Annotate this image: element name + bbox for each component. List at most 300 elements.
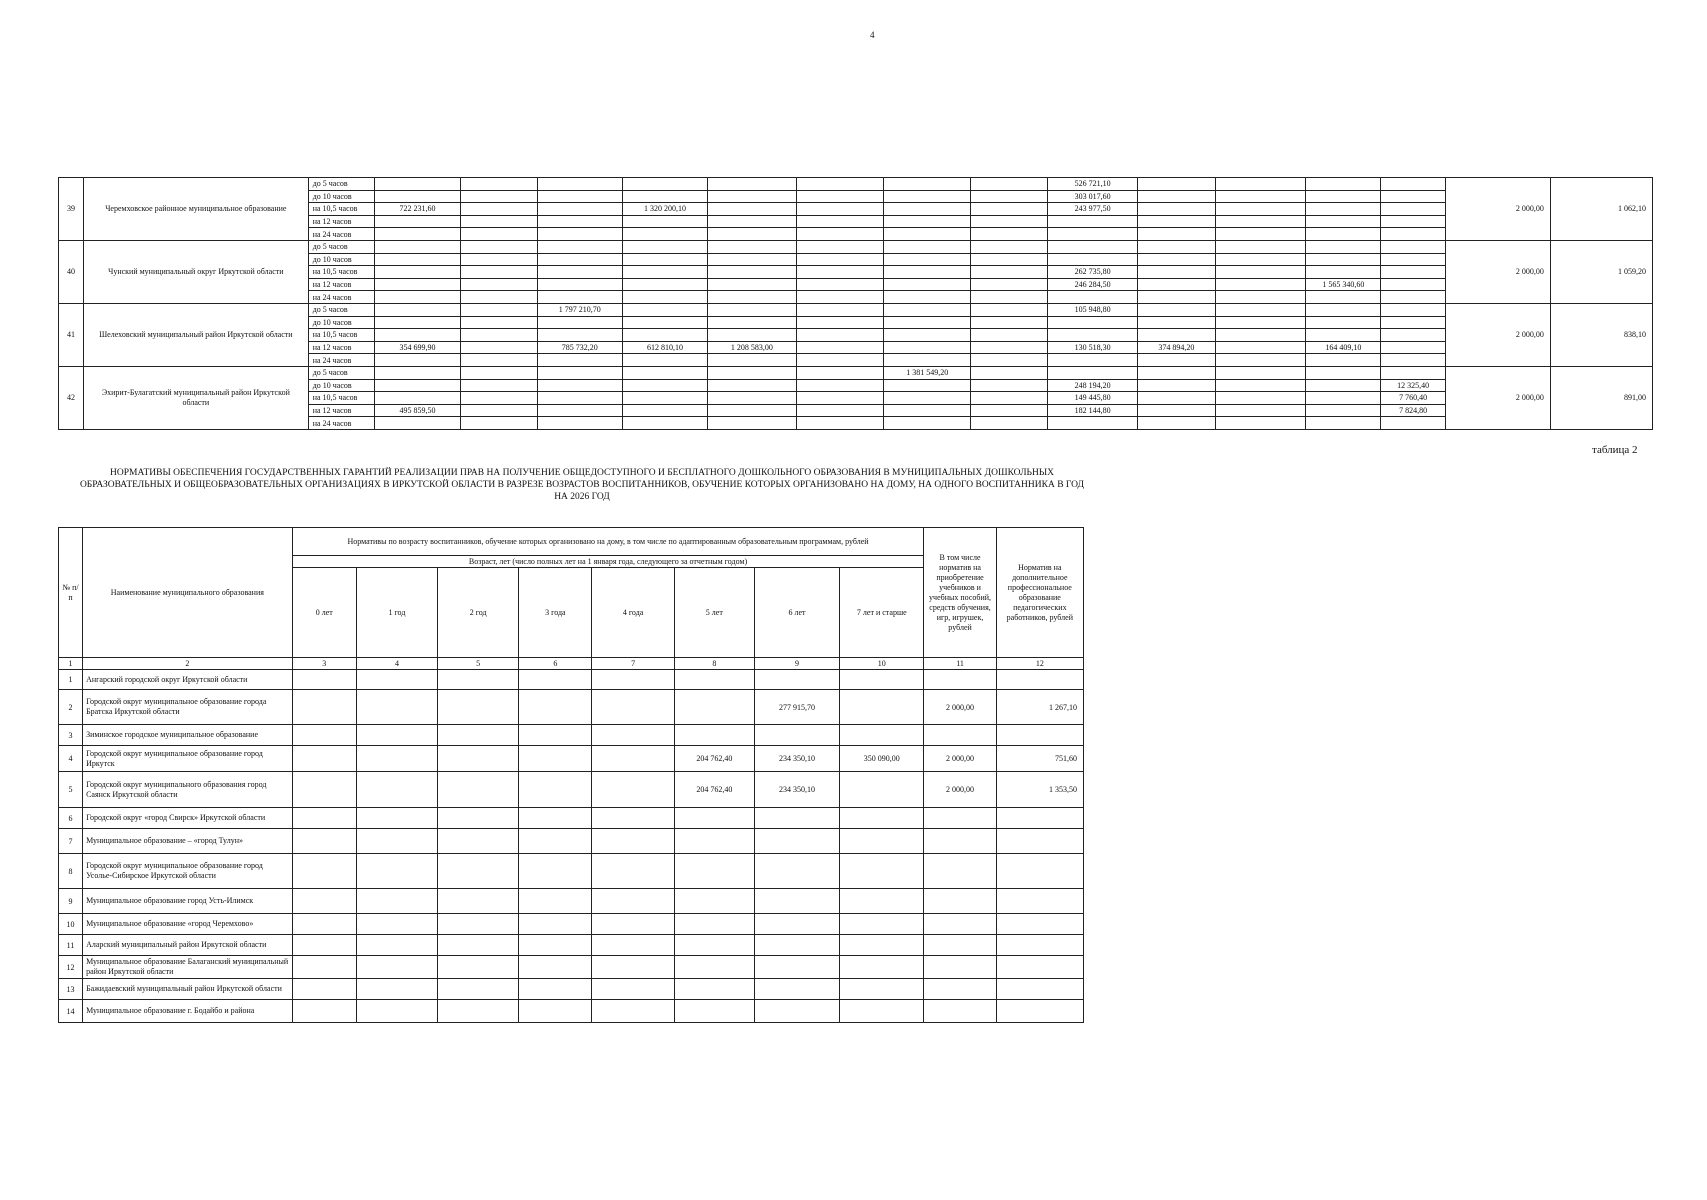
value-cell bbox=[438, 935, 519, 956]
column-number: 11 bbox=[924, 658, 996, 670]
value-cell bbox=[592, 854, 674, 889]
value-cell bbox=[884, 228, 971, 241]
municipality-name: Эхирит-Булагатский муниципальный район Иркутской области bbox=[83, 366, 308, 429]
value-cell bbox=[375, 392, 460, 405]
stay-mode: на 24 часов bbox=[308, 354, 375, 367]
value-cell bbox=[356, 829, 437, 854]
value-cell bbox=[1137, 203, 1215, 216]
column-number: 3 bbox=[292, 658, 356, 670]
value-cell bbox=[592, 725, 674, 746]
table-row bbox=[59, 829, 1084, 854]
value-cell bbox=[537, 417, 622, 430]
incl-cell bbox=[924, 956, 996, 979]
extra-cell: 838,10 bbox=[1550, 303, 1652, 366]
value-cell bbox=[592, 772, 674, 808]
extra-cell bbox=[996, 854, 1083, 889]
value-cell bbox=[519, 725, 592, 746]
value-cell bbox=[519, 690, 592, 725]
value-cell bbox=[708, 266, 796, 279]
value-cell bbox=[708, 178, 796, 191]
extra-cell: 891,00 bbox=[1550, 366, 1652, 429]
row-number: 13 bbox=[59, 979, 83, 1000]
value-cell bbox=[460, 366, 537, 379]
value-cell bbox=[754, 979, 839, 1000]
municipality-name: Городской округ муниципальное образование города Братска Иркутской области bbox=[83, 690, 293, 725]
value-cell bbox=[375, 253, 460, 266]
value-cell bbox=[1306, 316, 1381, 329]
value-cell bbox=[519, 808, 592, 829]
incl-cell bbox=[924, 854, 996, 889]
value-cell bbox=[537, 240, 622, 253]
value-cell bbox=[840, 889, 924, 914]
value-cell bbox=[460, 266, 537, 279]
value-cell: 350 090,00 bbox=[840, 746, 924, 772]
table-row bbox=[59, 956, 1084, 979]
column-number: 8 bbox=[674, 658, 754, 670]
row-number: 6 bbox=[59, 808, 83, 829]
value-cell bbox=[356, 889, 437, 914]
value-cell bbox=[1381, 316, 1446, 329]
value-cell bbox=[356, 914, 437, 935]
value-cell bbox=[1215, 203, 1306, 216]
value-cell bbox=[840, 725, 924, 746]
column-number: 7 bbox=[592, 658, 674, 670]
value-cell bbox=[1215, 404, 1306, 417]
value-cell bbox=[1381, 417, 1446, 430]
stay-mode: до 10 часов bbox=[308, 253, 375, 266]
stay-mode: на 12 часов bbox=[308, 404, 375, 417]
value-cell bbox=[1048, 228, 1137, 241]
value-cell bbox=[674, 829, 754, 854]
extra-cell bbox=[996, 725, 1083, 746]
value-cell: 12 325,40 bbox=[1381, 379, 1446, 392]
value-cell bbox=[438, 746, 519, 772]
value-cell bbox=[460, 203, 537, 216]
column-number: 1 bbox=[59, 658, 83, 670]
value-cell bbox=[622, 266, 707, 279]
top-table-row bbox=[59, 366, 1653, 379]
value-cell bbox=[537, 178, 622, 191]
value-cell bbox=[537, 203, 622, 216]
value-cell bbox=[1306, 203, 1381, 216]
extra-cell: 1 353,50 bbox=[996, 772, 1083, 808]
value-cell bbox=[708, 354, 796, 367]
municipality-name: Муниципальное образование г. Бодайбо и района bbox=[83, 1000, 293, 1023]
value-cell bbox=[460, 303, 537, 316]
municipality-name: Городской округ муниципальное образование город Иркутск bbox=[83, 746, 293, 772]
value-cell bbox=[592, 1000, 674, 1023]
value-cell bbox=[884, 178, 971, 191]
incl-cell: 2 000,00 bbox=[924, 690, 996, 725]
table-row bbox=[59, 690, 1084, 725]
value-cell bbox=[460, 178, 537, 191]
value-cell bbox=[1215, 303, 1306, 316]
value-cell bbox=[537, 379, 622, 392]
value-cell bbox=[1381, 341, 1446, 354]
stay-mode: на 24 часов bbox=[308, 417, 375, 430]
value-cell bbox=[674, 725, 754, 746]
municipality-name: Муниципальное образование – «город Тулун» bbox=[83, 829, 293, 854]
value-cell bbox=[1306, 366, 1381, 379]
stay-mode: на 10,5 часов bbox=[308, 203, 375, 216]
value-cell bbox=[1381, 329, 1446, 342]
value-cell bbox=[1381, 215, 1446, 228]
value-cell bbox=[840, 935, 924, 956]
extra-cell bbox=[996, 935, 1083, 956]
value-cell bbox=[375, 291, 460, 304]
value-cell bbox=[1306, 392, 1381, 405]
value-cell bbox=[796, 178, 883, 191]
value-cell bbox=[1048, 366, 1137, 379]
stay-mode: на 12 часов bbox=[308, 278, 375, 291]
value-cell bbox=[622, 366, 707, 379]
value-cell bbox=[460, 392, 537, 405]
value-cell bbox=[292, 829, 356, 854]
value-cell bbox=[1215, 266, 1306, 279]
value-cell bbox=[1381, 354, 1446, 367]
value-cell bbox=[292, 808, 356, 829]
row-number: 1 bbox=[59, 670, 83, 690]
value-cell bbox=[708, 392, 796, 405]
value-cell bbox=[438, 889, 519, 914]
value-cell bbox=[884, 404, 971, 417]
value-cell bbox=[375, 303, 460, 316]
value-cell bbox=[622, 379, 707, 392]
value-cell bbox=[537, 215, 622, 228]
value-cell bbox=[375, 215, 460, 228]
value-cell bbox=[1215, 366, 1306, 379]
value-cell: 7 760,40 bbox=[1381, 392, 1446, 405]
value-cell: 149 445,80 bbox=[1048, 392, 1137, 405]
value-cell bbox=[884, 354, 971, 367]
value-cell bbox=[1137, 278, 1215, 291]
value-cell bbox=[1306, 178, 1381, 191]
stay-mode: до 10 часов bbox=[308, 316, 375, 329]
age-header: 5 лет bbox=[674, 568, 754, 658]
incl-cell bbox=[924, 935, 996, 956]
value-cell bbox=[708, 417, 796, 430]
value-cell bbox=[796, 392, 883, 405]
value-cell bbox=[1381, 240, 1446, 253]
table-row bbox=[59, 670, 1084, 690]
value-cell: 105 948,80 bbox=[1048, 303, 1137, 316]
value-cell bbox=[1215, 178, 1306, 191]
value-cell bbox=[1137, 379, 1215, 392]
value-cell bbox=[460, 240, 537, 253]
value-cell bbox=[754, 808, 839, 829]
value-cell bbox=[292, 725, 356, 746]
header-incl: В том числе норматив на приобретение учебников и учебных пособий, средств обучения, игр, игрушек, рублей bbox=[924, 528, 996, 658]
value-cell bbox=[1381, 190, 1446, 203]
value-cell bbox=[375, 240, 460, 253]
value-cell bbox=[356, 670, 437, 690]
value-cell bbox=[460, 190, 537, 203]
age-header: 2 год bbox=[438, 568, 519, 658]
table-label: таблица 2 bbox=[1592, 444, 1638, 456]
value-cell bbox=[622, 228, 707, 241]
value-cell bbox=[1215, 316, 1306, 329]
value-cell bbox=[438, 829, 519, 854]
value-cell bbox=[622, 253, 707, 266]
stay-mode: до 5 часов bbox=[308, 366, 375, 379]
stay-mode: на 10,5 часов bbox=[308, 392, 375, 405]
value-cell bbox=[1215, 228, 1306, 241]
value-cell bbox=[1381, 366, 1446, 379]
value-cell bbox=[754, 829, 839, 854]
municipality-name: Зиминское городское муниципальное образование bbox=[83, 725, 293, 746]
value-cell bbox=[1381, 291, 1446, 304]
value-cell bbox=[519, 914, 592, 935]
table-row bbox=[59, 914, 1084, 935]
value-cell bbox=[438, 772, 519, 808]
value-cell: 248 194,20 bbox=[1048, 379, 1137, 392]
value-cell bbox=[884, 303, 971, 316]
row-number: 39 bbox=[59, 178, 84, 241]
value-cell bbox=[1381, 303, 1446, 316]
value-cell bbox=[356, 1000, 437, 1023]
page-title: НОРМАТИВЫ ОБЕСПЕЧЕНИЯ ГОСУДАРСТВЕННЫХ ГАРАНТИЙ РЕАЛИЗАЦИИ ПРАВ НА ПОЛУЧЕНИЕ ОБЩЕДОСТУПНОГО И БЕСПЛАТНОГО ДОШКОЛЬНОГО ОБРАЗОВАНИЯ В МУНИЦИПАЛЬНЫХ ДОШКОЛЬНЫХ ОБРАЗОВАТЕЛЬНЫХ И ОБЩЕОБРАЗОВАТЕЛЬНЫХ ОРГАНИЗАЦИЯХ В ИРКУТСКОЙ ОБЛАСТИ В РАЗРЕЗЕ ВОЗРАСТОВ ВОСПИТАННИКОВ, ОБУЧЕНИЕ КОТОРЫХ ОРГАНИЗОВАНО НА ДОМУ, НА ОДНОГО ВОСПИТАННИКА В ГОД НА 2026 ГОД bbox=[79, 468, 1085, 502]
value-cell: 526 721,10 bbox=[1048, 178, 1137, 191]
municipality-name: Ангарский городской округ Иркутской области bbox=[83, 670, 293, 690]
incl-cell bbox=[924, 725, 996, 746]
value-cell bbox=[592, 956, 674, 979]
value-cell bbox=[840, 854, 924, 889]
header-name: Наименование муниципального образования bbox=[83, 528, 293, 658]
value-cell bbox=[537, 253, 622, 266]
value-cell bbox=[674, 914, 754, 935]
value-cell bbox=[622, 392, 707, 405]
value-cell bbox=[1048, 253, 1137, 266]
value-cell bbox=[622, 215, 707, 228]
value-cell bbox=[1215, 392, 1306, 405]
norm-cell: 2 000,00 bbox=[1445, 178, 1550, 241]
value-cell bbox=[796, 253, 883, 266]
value-cell bbox=[438, 854, 519, 889]
value-cell bbox=[622, 278, 707, 291]
value-cell bbox=[537, 329, 622, 342]
table-row bbox=[59, 746, 1084, 772]
value-cell bbox=[375, 379, 460, 392]
incl-cell: 2 000,00 bbox=[924, 772, 996, 808]
value-cell bbox=[537, 366, 622, 379]
value-cell: 182 144,80 bbox=[1048, 404, 1137, 417]
value-cell bbox=[708, 278, 796, 291]
value-cell bbox=[1215, 354, 1306, 367]
extra-cell bbox=[996, 914, 1083, 935]
value-cell bbox=[438, 808, 519, 829]
value-cell bbox=[708, 291, 796, 304]
value-cell bbox=[796, 366, 883, 379]
norm-cell: 2 000,00 bbox=[1445, 366, 1550, 429]
extra-cell bbox=[996, 829, 1083, 854]
value-cell bbox=[356, 935, 437, 956]
value-cell bbox=[1306, 417, 1381, 430]
stay-mode: до 5 часов bbox=[308, 303, 375, 316]
value-cell bbox=[375, 329, 460, 342]
value-cell: 303 017,60 bbox=[1048, 190, 1137, 203]
row-number: 7 bbox=[59, 829, 83, 854]
value-cell bbox=[884, 417, 971, 430]
value-cell bbox=[1137, 178, 1215, 191]
value-cell bbox=[356, 808, 437, 829]
value-cell bbox=[1137, 392, 1215, 405]
value-cell bbox=[884, 190, 971, 203]
value-cell bbox=[292, 670, 356, 690]
value-cell: 204 762,40 bbox=[674, 772, 754, 808]
value-cell bbox=[1215, 278, 1306, 291]
value-cell: 234 350,10 bbox=[754, 772, 839, 808]
value-cell bbox=[438, 690, 519, 725]
value-cell bbox=[796, 215, 883, 228]
top-table-row bbox=[59, 178, 1653, 191]
header-group: Нормативы по возрасту воспитанников, обучение которых организовано на дому, в том числе по адаптированным образовательным программам, рублей bbox=[292, 528, 924, 556]
value-cell bbox=[1306, 215, 1381, 228]
value-cell bbox=[519, 829, 592, 854]
value-cell bbox=[796, 404, 883, 417]
value-cell bbox=[796, 417, 883, 430]
value-cell bbox=[375, 278, 460, 291]
value-cell bbox=[796, 329, 883, 342]
value-cell bbox=[375, 417, 460, 430]
value-cell bbox=[519, 889, 592, 914]
value-cell bbox=[356, 746, 437, 772]
value-cell bbox=[592, 914, 674, 935]
value-cell bbox=[375, 266, 460, 279]
value-cell bbox=[1215, 253, 1306, 266]
column-number: 6 bbox=[519, 658, 592, 670]
column-number: 4 bbox=[356, 658, 437, 670]
value-cell bbox=[375, 366, 460, 379]
value-cell: 722 231,60 bbox=[375, 203, 460, 216]
municipality-name: Городской округ муниципального образования город Саянск Иркутской области bbox=[83, 772, 293, 808]
value-cell bbox=[1048, 354, 1137, 367]
value-cell bbox=[840, 1000, 924, 1023]
value-cell bbox=[356, 772, 437, 808]
value-cell bbox=[537, 266, 622, 279]
value-cell bbox=[708, 379, 796, 392]
municipality-name: Черемховское районное муниципальное образование bbox=[83, 178, 308, 241]
value-cell bbox=[1381, 253, 1446, 266]
value-cell bbox=[292, 956, 356, 979]
value-cell: 234 350,10 bbox=[754, 746, 839, 772]
extra-cell: 1 059,20 bbox=[1550, 240, 1652, 303]
value-cell bbox=[1048, 215, 1137, 228]
value-cell bbox=[292, 772, 356, 808]
stay-mode: на 12 часов bbox=[308, 341, 375, 354]
value-cell bbox=[1215, 341, 1306, 354]
row-number: 4 bbox=[59, 746, 83, 772]
value-cell bbox=[1137, 303, 1215, 316]
value-cell bbox=[674, 670, 754, 690]
value-cell bbox=[1137, 190, 1215, 203]
stay-mode: до 5 часов bbox=[308, 178, 375, 191]
extra-cell bbox=[996, 889, 1083, 914]
value-cell bbox=[460, 316, 537, 329]
value-cell bbox=[708, 404, 796, 417]
value-cell bbox=[754, 956, 839, 979]
value-cell bbox=[1137, 417, 1215, 430]
municipality-name: Муниципальное образование Балаганский муниципальный район Иркутской области bbox=[83, 956, 293, 979]
value-cell bbox=[840, 808, 924, 829]
value-cell bbox=[1215, 291, 1306, 304]
row-number: 14 bbox=[59, 1000, 83, 1023]
value-cell bbox=[592, 979, 674, 1000]
row-number: 2 bbox=[59, 690, 83, 725]
column-number: 5 bbox=[438, 658, 519, 670]
value-cell bbox=[796, 379, 883, 392]
value-cell bbox=[1137, 329, 1215, 342]
value-cell bbox=[796, 266, 883, 279]
value-cell: 262 735,80 bbox=[1048, 266, 1137, 279]
value-cell bbox=[796, 341, 883, 354]
value-cell: 1 565 340,60 bbox=[1306, 278, 1381, 291]
value-cell bbox=[592, 746, 674, 772]
value-cell bbox=[674, 935, 754, 956]
value-cell bbox=[1306, 228, 1381, 241]
value-cell bbox=[622, 190, 707, 203]
value-cell bbox=[592, 829, 674, 854]
incl-cell: 2 000,00 bbox=[924, 746, 996, 772]
value-cell bbox=[622, 240, 707, 253]
value-cell bbox=[884, 215, 971, 228]
value-cell bbox=[840, 979, 924, 1000]
value-cell bbox=[1215, 329, 1306, 342]
value-cell bbox=[292, 889, 356, 914]
table-row bbox=[59, 1000, 1084, 1023]
value-cell bbox=[537, 278, 622, 291]
value-cell bbox=[884, 240, 971, 253]
extra-cell: 1 267,10 bbox=[996, 690, 1083, 725]
value-cell bbox=[292, 979, 356, 1000]
value-cell bbox=[884, 278, 971, 291]
column-number: 9 bbox=[754, 658, 839, 670]
value-cell bbox=[438, 914, 519, 935]
extra-cell bbox=[996, 808, 1083, 829]
value-cell bbox=[519, 956, 592, 979]
value-cell bbox=[438, 670, 519, 690]
value-cell bbox=[796, 278, 883, 291]
municipality-name: Муниципальное образование «город Черемхово» bbox=[83, 914, 293, 935]
value-cell: 374 894,20 bbox=[1137, 341, 1215, 354]
value-cell bbox=[592, 690, 674, 725]
value-cell bbox=[375, 190, 460, 203]
value-cell bbox=[840, 772, 924, 808]
table-row bbox=[59, 854, 1084, 889]
value-cell bbox=[460, 253, 537, 266]
value-cell bbox=[1215, 215, 1306, 228]
value-cell: 1 208 583,00 bbox=[708, 341, 796, 354]
municipality-name: Аларский муниципальный район Иркутской области bbox=[83, 935, 293, 956]
stay-mode: до 10 часов bbox=[308, 379, 375, 392]
value-cell bbox=[460, 278, 537, 291]
value-cell bbox=[796, 303, 883, 316]
value-cell: 204 762,40 bbox=[674, 746, 754, 772]
value-cell bbox=[1048, 417, 1137, 430]
value-cell bbox=[1137, 291, 1215, 304]
value-cell bbox=[884, 316, 971, 329]
value-cell bbox=[1137, 316, 1215, 329]
row-number: 5 bbox=[59, 772, 83, 808]
value-cell bbox=[754, 914, 839, 935]
value-cell bbox=[460, 417, 537, 430]
value-cell bbox=[708, 329, 796, 342]
value-cell bbox=[884, 329, 971, 342]
value-cell bbox=[292, 935, 356, 956]
column-number: 10 bbox=[840, 658, 924, 670]
table-row bbox=[59, 889, 1084, 914]
value-cell bbox=[840, 829, 924, 854]
value-cell bbox=[754, 670, 839, 690]
